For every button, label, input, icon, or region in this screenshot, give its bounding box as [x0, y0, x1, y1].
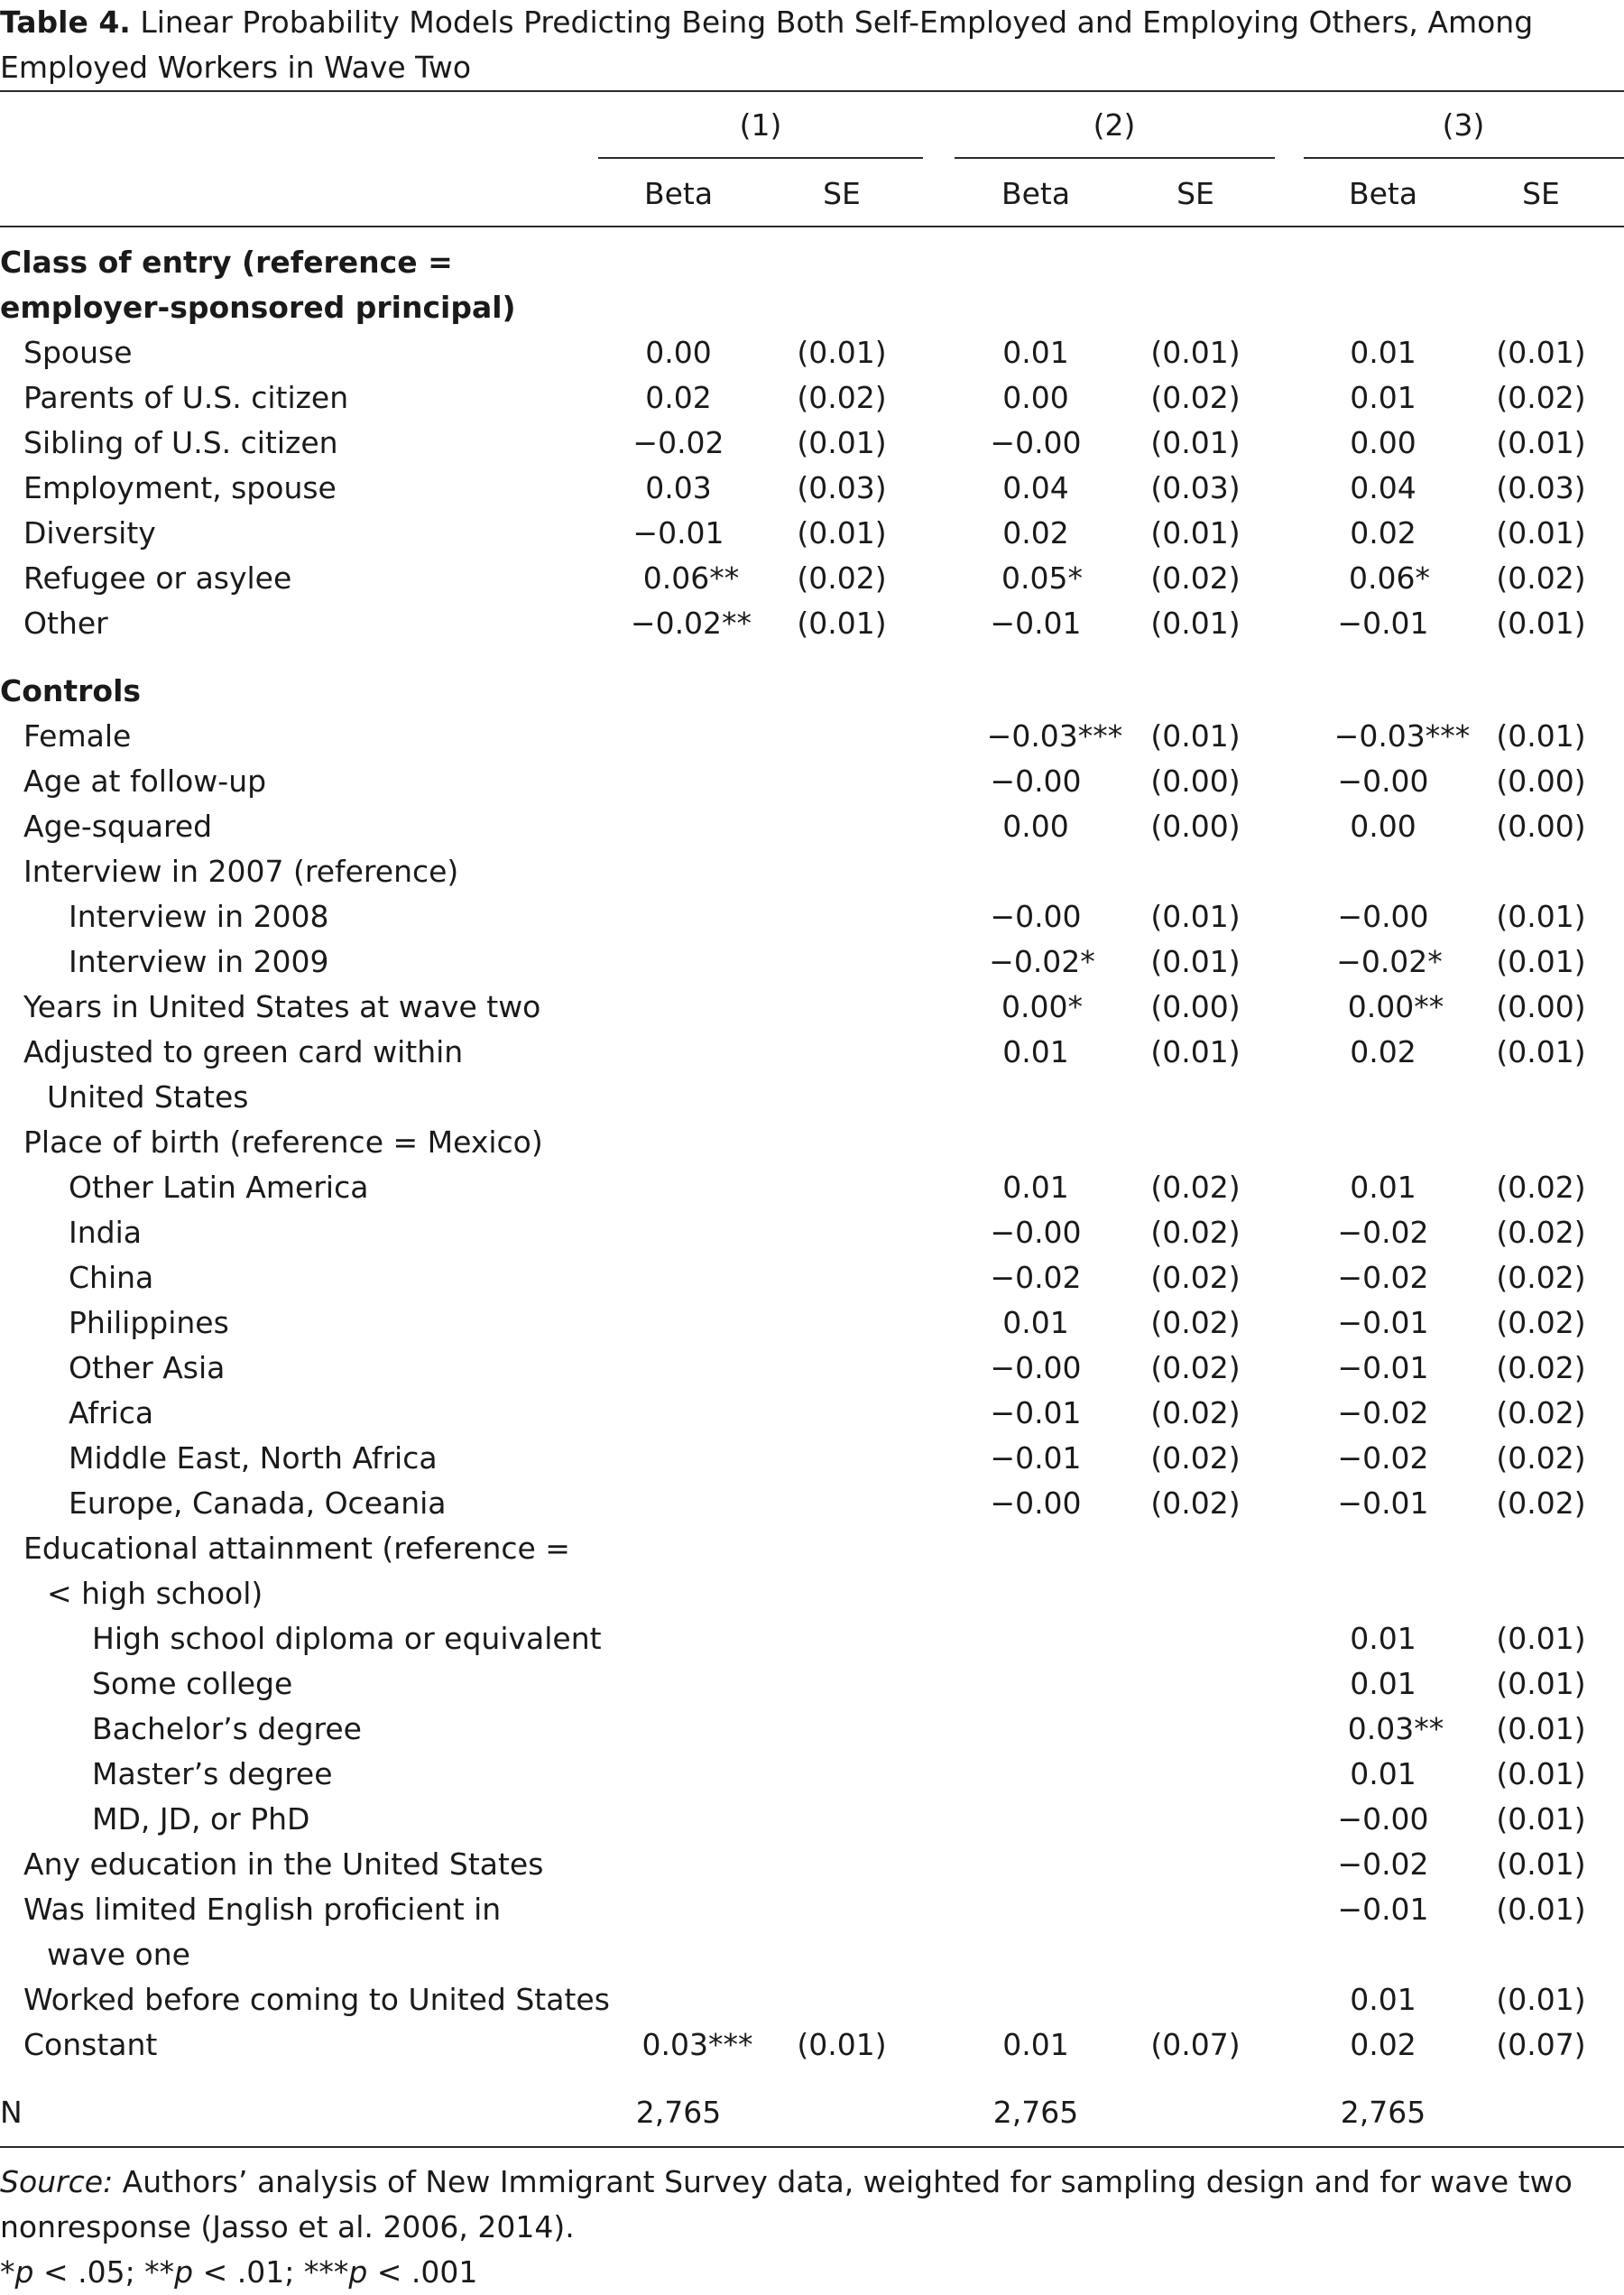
se-cell: (0.00) — [1496, 809, 1586, 844]
column-header-se: SE — [1176, 176, 1214, 211]
se-cell: (0.02) — [1496, 1395, 1586, 1430]
beta-cell: −0.02 — [1337, 1215, 1429, 1250]
se-cell: (0.02) — [1150, 560, 1241, 596]
se-cell: (0.01) — [1496, 1034, 1586, 1069]
se-cell: (0.01) — [1496, 1801, 1586, 1837]
row-label: Employment, spouse — [23, 470, 337, 505]
beta-cell: −0.00 — [990, 1350, 1082, 1385]
se-cell: (0.02) — [1150, 1170, 1241, 1205]
se-cell: (0.01) — [797, 335, 887, 370]
source-note-line1 — [0, 2160, 1573, 2205]
beta-cell: −0.01 — [990, 1395, 1082, 1430]
sig-text: < .01; *** — [193, 2254, 349, 2290]
se-cell: (0.01) — [1150, 718, 1241, 754]
beta-cell: −0.00 — [1337, 899, 1429, 934]
se-cell: (0.02) — [1150, 380, 1241, 415]
source-text-2: nonresponse (Jasso et al. 2006, 2014). — [0, 2209, 575, 2244]
significance-note — [0, 2250, 477, 2295]
se-cell: (0.02) — [797, 380, 887, 415]
se-cell: (0.02) — [1496, 1170, 1586, 1205]
beta-cell: 0.02 — [1002, 515, 1069, 551]
se-cell: (0.02) — [1150, 1260, 1241, 1295]
beta-cell: 0.04 — [1350, 470, 1416, 505]
se-cell: (0.01) — [1150, 515, 1241, 551]
section-heading: employer-sponsored principal) — [0, 290, 516, 325]
row-label: India — [69, 1215, 142, 1250]
header-rule — [0, 226, 1624, 227]
row-label: Age at follow-up — [23, 763, 267, 799]
beta-cell: 0.02 — [1350, 2027, 1416, 2062]
top-rule — [0, 90, 1624, 92]
beta-cell: −0.02 — [990, 1260, 1082, 1295]
p-symbol: p — [14, 2254, 34, 2290]
se-cell: (0.02) — [1496, 380, 1586, 415]
row-label: Other — [23, 606, 108, 641]
se-cell: (0.02) — [1496, 1440, 1586, 1476]
row-label: Other Asia — [69, 1350, 226, 1385]
beta-cell: 0.01 — [1002, 1034, 1069, 1069]
row-label: Spouse — [23, 335, 133, 370]
column-header-beta: Beta — [643, 176, 714, 211]
beta-cell: −0.02 — [1337, 1395, 1429, 1430]
row-label: Middle East, North Africa — [69, 1440, 438, 1476]
row-label: China — [69, 1260, 154, 1295]
row-label: MD, JD, or PhD — [92, 1801, 310, 1837]
se-cell: (0.01) — [797, 606, 887, 641]
row-label: Educational attainment (reference = — [23, 1531, 570, 1566]
se-cell: (0.01) — [797, 2027, 887, 2062]
se-cell: (0.01) — [1496, 515, 1586, 551]
sig-text: < .001 — [367, 2254, 478, 2290]
beta-cell: 0.06* — [1349, 560, 1430, 596]
beta-cell: −0.00 — [990, 1485, 1082, 1521]
p-symbol: p — [348, 2254, 368, 2290]
beta-cell: 0.02 — [1350, 1034, 1416, 1069]
beta-cell: −0.01 — [1337, 1305, 1429, 1340]
beta-cell: 0.04 — [1002, 470, 1069, 505]
se-cell: (0.07) — [1150, 2027, 1241, 2062]
beta-cell: 0.02 — [1350, 515, 1416, 551]
row-label: Was limited English proficient in — [23, 1892, 502, 1927]
se-cell: (0.01) — [1496, 718, 1586, 754]
beta-cell: 0.06** — [642, 560, 740, 596]
source-label: Source: — [0, 2164, 114, 2199]
se-cell: (0.01) — [1496, 1982, 1586, 2017]
row-label: < high school) — [47, 1576, 263, 1611]
se-cell: (0.02) — [1150, 1350, 1241, 1385]
caption-text: Linear Probability Models Predicting Being Both Self-Employed and Employing Others, Among Employed Workers in Wave Two — [0, 5, 1534, 85]
beta-cell: 0.01 — [1350, 1621, 1416, 1656]
beta-cell: 2,765 — [1340, 2095, 1426, 2130]
beta-cell: 0.00 — [1002, 380, 1069, 415]
table-caption — [0, 0, 1624, 90]
beta-cell: −0.02* — [989, 944, 1095, 979]
beta-cell: 0.01 — [1350, 1666, 1416, 1701]
se-cell: (0.01) — [1150, 425, 1241, 460]
se-cell: (0.02) — [1496, 1350, 1586, 1385]
source-note-line2 — [0, 2205, 575, 2250]
column-header-beta: Beta — [1348, 176, 1418, 211]
beta-cell: 2,765 — [635, 2095, 722, 2130]
row-label: Refugee or asylee — [23, 560, 292, 596]
row-label: Master’s degree — [92, 1756, 333, 1791]
beta-cell: −0.00 — [990, 425, 1082, 460]
row-label: wave one — [47, 1937, 190, 1972]
se-cell: (0.02) — [1150, 1485, 1241, 1521]
row-label: Constant — [23, 2027, 158, 2062]
se-cell: (0.01) — [1496, 606, 1586, 641]
se-cell: (0.01) — [1496, 899, 1586, 934]
beta-cell: −0.01 — [990, 1440, 1082, 1476]
beta-cell: −0.03*** — [986, 718, 1123, 754]
model-header-2: (2) — [1093, 107, 1136, 143]
caption-label: Table 4. — [0, 5, 131, 40]
se-cell: (0.01) — [1496, 944, 1586, 979]
sig-text: * — [0, 2254, 15, 2290]
beta-cell: −0.02 — [1337, 1846, 1429, 1882]
se-cell: (0.00) — [1496, 763, 1586, 799]
beta-cell: 0.00** — [1347, 989, 1444, 1024]
se-cell: (0.01) — [1496, 1666, 1586, 1701]
row-label: N — [0, 2095, 23, 2130]
source-text-1: Authors’ analysis of New Immigrant Survey data, weighted for sampling design and for wave two — [113, 2164, 1573, 2199]
beta-cell: 0.01 — [1002, 1170, 1069, 1205]
se-cell: (0.02) — [1496, 1215, 1586, 1250]
model-header-3: (3) — [1442, 107, 1485, 143]
beta-cell: −0.00 — [990, 763, 1082, 799]
row-label: Other Latin America — [69, 1170, 369, 1205]
beta-cell: −0.02 — [1337, 1260, 1429, 1295]
se-cell: (0.01) — [1496, 1846, 1586, 1882]
se-cell: (0.02) — [1496, 560, 1586, 596]
se-cell: (0.01) — [1496, 1892, 1586, 1927]
se-cell: (0.03) — [797, 470, 887, 505]
beta-cell: −0.02** — [630, 606, 752, 641]
row-label: Adjusted to green card within — [23, 1034, 464, 1069]
row-label: Parents of U.S. citizen — [23, 380, 349, 415]
beta-cell: −0.00 — [1337, 1801, 1429, 1837]
se-cell: (0.03) — [1496, 470, 1586, 505]
beta-cell: 0.01 — [1002, 2027, 1069, 2062]
beta-cell: 0.01 — [1002, 1305, 1069, 1340]
beta-cell: −0.03*** — [1333, 718, 1471, 754]
beta-cell: 0.01 — [1350, 1170, 1416, 1205]
beta-cell: −0.02 — [632, 425, 724, 460]
section-heading: Controls — [0, 673, 142, 708]
p-symbol: p — [174, 2254, 194, 2290]
row-label: Age-squared — [23, 809, 213, 844]
beta-cell: −0.02* — [1336, 944, 1443, 979]
beta-cell: 0.03*** — [641, 2027, 753, 2062]
se-cell: (0.02) — [1150, 1215, 1241, 1250]
row-label: Years in United States at wave two — [23, 989, 541, 1024]
se-cell: (0.01) — [797, 425, 887, 460]
beta-cell: −0.00 — [990, 1215, 1082, 1250]
se-cell: (0.02) — [1150, 1305, 1241, 1340]
se-cell: (0.01) — [797, 515, 887, 551]
beta-cell: −0.01 — [1337, 1350, 1429, 1385]
beta-cell: 0.01 — [1350, 380, 1416, 415]
se-cell: (0.00) — [1496, 989, 1586, 1024]
se-cell: (0.02) — [1496, 1260, 1586, 1295]
row-label: Sibling of U.S. citizen — [23, 425, 338, 460]
beta-cell: 0.00 — [1002, 809, 1069, 844]
model2-rule — [955, 157, 1275, 159]
column-header-beta: Beta — [1001, 176, 1071, 211]
beta-cell: 0.03** — [1347, 1711, 1444, 1746]
se-cell: (0.02) — [1496, 1485, 1586, 1521]
model-header-1: (1) — [739, 107, 782, 143]
row-label: Any education in the United States — [23, 1846, 544, 1882]
se-cell: (0.00) — [1150, 763, 1241, 799]
se-cell: (0.01) — [1150, 606, 1241, 641]
beta-cell: −0.01 — [632, 515, 724, 551]
se-cell: (0.02) — [1496, 1305, 1586, 1340]
se-cell: (0.02) — [1150, 1440, 1241, 1476]
row-label: Interview in 2007 (reference) — [23, 854, 459, 889]
row-label: Bachelor’s degree — [92, 1711, 362, 1746]
row-label: United States — [47, 1079, 249, 1115]
row-label: High school diploma or equivalent — [92, 1621, 602, 1656]
beta-cell: 0.05* — [1001, 560, 1083, 596]
beta-cell: −0.01 — [1337, 606, 1429, 641]
beta-cell: −0.00 — [1337, 763, 1429, 799]
beta-cell: 0.00 — [1350, 809, 1416, 844]
se-cell: (0.00) — [1150, 809, 1241, 844]
beta-cell: −0.02 — [1337, 1440, 1429, 1476]
row-label: Female — [23, 718, 132, 754]
se-cell: (0.01) — [1150, 335, 1241, 370]
column-header-se: SE — [1522, 176, 1560, 211]
beta-cell: 2,765 — [992, 2095, 1079, 2130]
se-cell: (0.01) — [1496, 1756, 1586, 1791]
beta-cell: 0.01 — [1350, 1982, 1416, 2017]
beta-cell: −0.00 — [990, 899, 1082, 934]
row-label: Interview in 2008 — [69, 899, 329, 934]
se-cell: (0.01) — [1496, 425, 1586, 460]
beta-cell: 0.01 — [1350, 335, 1416, 370]
section-heading: Class of entry (reference = — [0, 245, 453, 280]
se-cell: (0.01) — [1150, 944, 1241, 979]
se-cell: (0.07) — [1496, 2027, 1586, 2062]
se-cell: (0.01) — [1496, 1621, 1586, 1656]
se-cell: (0.00) — [1150, 989, 1241, 1024]
beta-cell: 0.02 — [645, 380, 712, 415]
row-label: Some college — [92, 1666, 293, 1701]
se-cell: (0.01) — [1150, 899, 1241, 934]
row-label: Place of birth (reference = Mexico) — [23, 1124, 543, 1160]
row-label: Africa — [69, 1395, 154, 1430]
beta-cell: 0.03 — [645, 470, 712, 505]
beta-cell: −0.01 — [1337, 1892, 1429, 1927]
row-label: Worked before coming to United States — [23, 1982, 610, 2017]
row-label: Interview in 2009 — [69, 944, 329, 979]
model1-rule — [598, 157, 923, 159]
sig-text: < .05; ** — [33, 2254, 175, 2290]
se-cell: (0.01) — [1496, 335, 1586, 370]
bottom-rule — [0, 2146, 1624, 2148]
column-header-se: SE — [823, 176, 861, 211]
row-label: Diversity — [23, 515, 156, 551]
se-cell: (0.01) — [1150, 1034, 1241, 1069]
beta-cell: 0.00 — [645, 335, 712, 370]
beta-cell: −0.01 — [1337, 1485, 1429, 1521]
beta-cell: −0.01 — [990, 606, 1082, 641]
se-cell: (0.02) — [797, 560, 887, 596]
beta-cell: 0.01 — [1350, 1756, 1416, 1791]
model3-rule — [1304, 157, 1624, 159]
beta-cell: 0.00* — [1001, 989, 1083, 1024]
row-label: Europe, Canada, Oceania — [69, 1485, 447, 1521]
se-cell: (0.03) — [1150, 470, 1241, 505]
beta-cell: 0.01 — [1002, 335, 1069, 370]
se-cell: (0.02) — [1150, 1395, 1241, 1430]
row-label: Philippines — [69, 1305, 229, 1340]
beta-cell: 0.00 — [1350, 425, 1416, 460]
se-cell: (0.01) — [1496, 1711, 1586, 1746]
